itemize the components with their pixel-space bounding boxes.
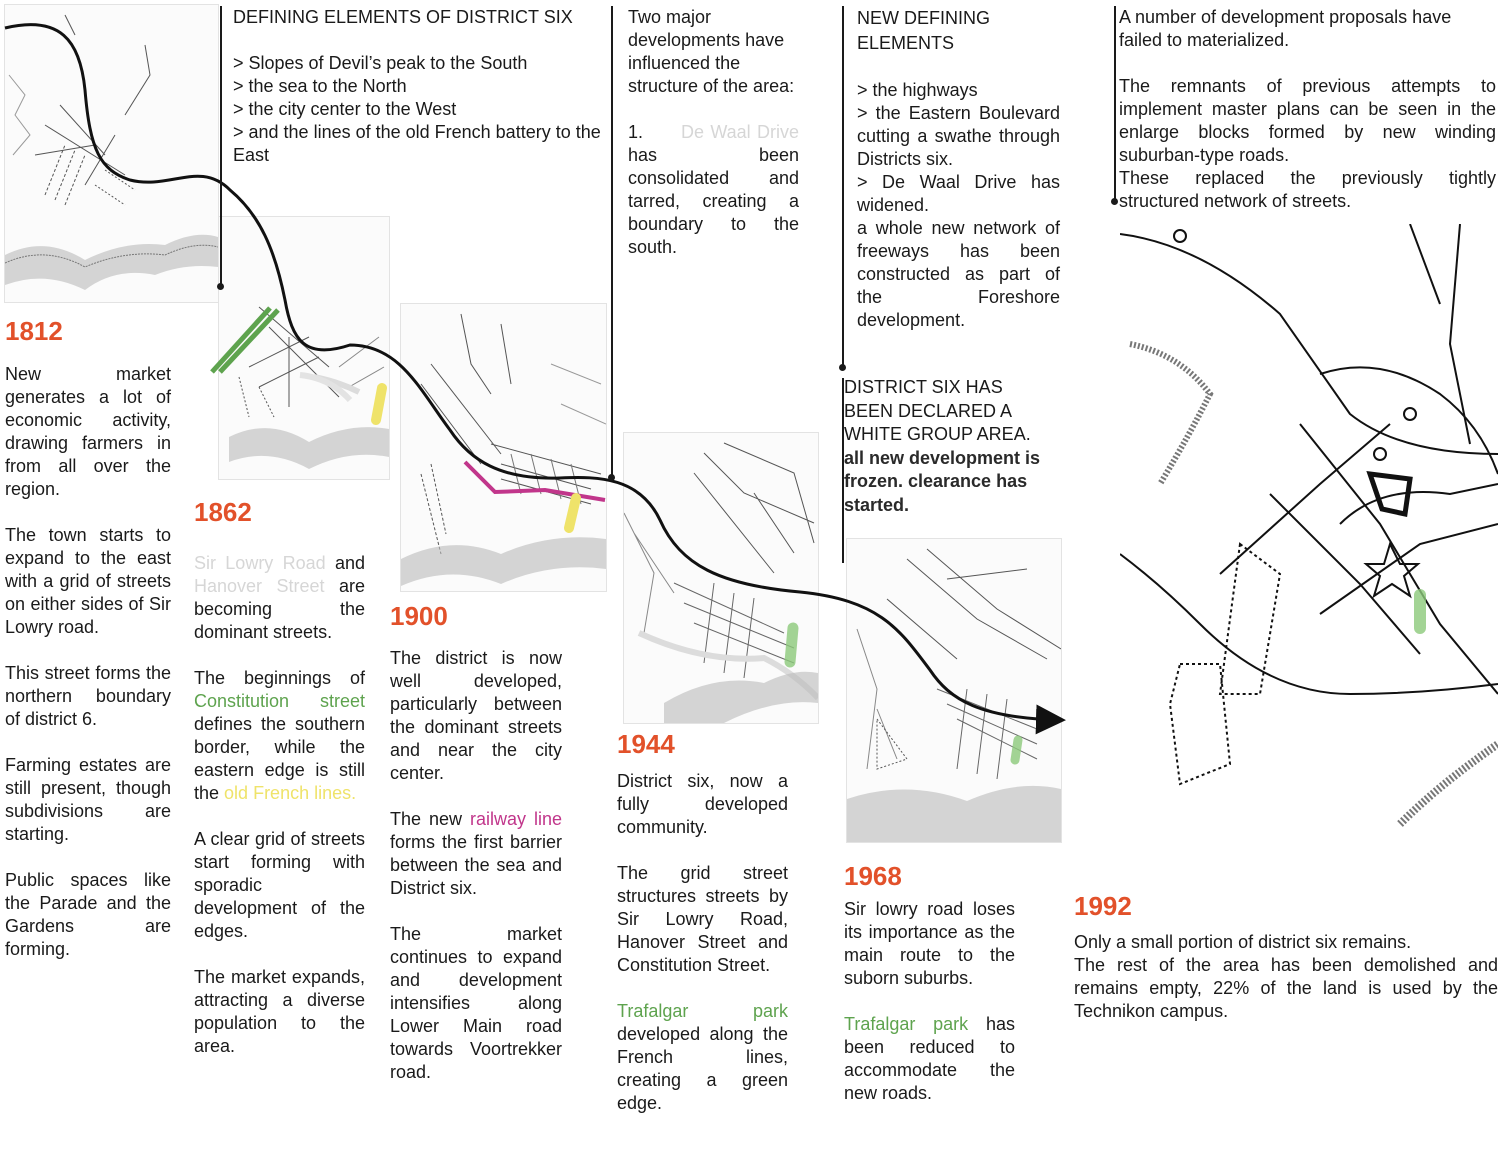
declared-caps: DISTRICT SIX HAS BEEN DECLARED A WHITE GROUP AREA. — [844, 377, 1031, 444]
text-1944 — [617, 770, 788, 1138]
defining-item: > the sea to the North — [233, 76, 407, 96]
text-1862-p2-pre: The beginnings of — [194, 668, 365, 688]
constitution-street-label: Constitution street — [194, 691, 365, 711]
text-1812-p4: Farming estates are still present, though subdivisions are starting. — [5, 755, 171, 844]
old-french-lines-label: old French lines. — [224, 783, 357, 803]
text-1944-p3 — [617, 1000, 788, 1115]
year-1992: 1992 — [1074, 891, 1132, 921]
connector-defining — [220, 6, 222, 286]
major-developments-item — [628, 121, 799, 259]
text-1900 — [390, 647, 562, 1107]
text-1862-p1 — [194, 552, 365, 644]
connector-proposals — [1114, 6, 1116, 202]
map-1900-drawing — [401, 304, 606, 591]
text-1992-p2: The rest of the area has been demolished and remains empty, 22% of the land is used by the Technikon campus. — [1074, 955, 1498, 1021]
text-1900-p2-pre: The new — [390, 809, 463, 829]
declared-rest: all new development is frozen. clearance has started. — [844, 447, 1041, 515]
proposals-p1: A number of development proposals have failed to materialized. — [1119, 7, 1452, 50]
connector-defining-dot — [217, 283, 224, 290]
connector-new — [842, 6, 844, 366]
map-1968 — [846, 538, 1062, 843]
text-1968-p2-rest: has been reduced to accommodate the new roads. — [844, 1014, 1015, 1103]
sir-lowry-road-label: Sir Lowry Road — [194, 553, 326, 573]
text-1862-p1-rest: are becoming the dominant streets. — [194, 576, 365, 642]
text-1862-p2-mid: defines the southern border, while the eastern edge is still the — [194, 714, 365, 803]
roundabout-3 — [1374, 448, 1386, 460]
major-developments-intro: Two major developments have influenced the structure of the area: — [628, 7, 795, 96]
map-1944 — [623, 432, 819, 724]
text-1862-and: and — [334, 553, 365, 573]
railway-line-label: railway line — [469, 809, 562, 829]
text-1968-p2 — [844, 1013, 1015, 1105]
text-1968 — [844, 898, 1015, 1128]
map-1812 — [4, 4, 219, 303]
roundabout-2 — [1404, 408, 1416, 420]
new-defining-item: > the highways — [857, 80, 978, 100]
defining-item: > Slopes of Devil’s peak to the South — [233, 53, 528, 73]
proposals-p3: These replaced the previously tightly structured network of streets. — [1119, 168, 1496, 211]
map-1862-drawing — [219, 217, 389, 479]
major-item-rest: has been consolidated and tarred, creating a boundary to the south. — [628, 145, 799, 257]
year-1900: 1900 — [390, 601, 448, 631]
text-1900-p1: The district is now well developed, particularly between the dominant streets and near the city center. — [390, 648, 562, 783]
text-1862-p2 — [194, 667, 365, 805]
text-1944-p1: District six, now a fully developed community. — [617, 771, 788, 837]
text-1900-p2 — [390, 808, 562, 900]
map-1944-drawing — [624, 433, 818, 723]
map-1900 — [400, 303, 607, 592]
proposals-block — [1119, 6, 1496, 213]
text-1862 — [194, 552, 365, 1081]
text-1812 — [5, 363, 171, 984]
trafalgar-park-remnant — [1414, 589, 1426, 634]
de-waal-drive-label: De Waal Drive — [680, 122, 799, 142]
new-defining-block — [857, 6, 1060, 332]
text-1992 — [1074, 931, 1498, 1023]
text-1812-p3: This street forms the northern boundary of district 6. — [5, 663, 171, 729]
new-defining-item: > the Eastern Boulevard cutting a swathe through Districts six. — [857, 103, 1060, 169]
connector-proposals-dot — [1111, 198, 1118, 205]
defining-elements-block — [233, 6, 608, 167]
major-developments-block — [628, 6, 799, 282]
defining-item: > the city center to the West — [233, 99, 457, 119]
defining-item: > and the lines of the old French battery to the East — [233, 122, 601, 165]
hanover-street-label: Hanover Street — [194, 576, 325, 596]
year-1968: 1968 — [844, 861, 902, 891]
connector-major-dot — [608, 474, 615, 481]
proposals-p2: The remnants of previous attempts to implement master plans can be seen in the enlarge blocks formed by new winding suburban-type roads. — [1119, 76, 1496, 165]
text-1812-p1: New market generates a lot of economic activity, drawing farmers in from all over the region. — [5, 364, 171, 499]
text-1900-p3: The market continues to expand and development intensifies along Lower Main road towards Voortrekker road. — [390, 924, 562, 1082]
year-1862: 1862 — [194, 497, 252, 527]
major-item-number: 1. — [628, 122, 644, 142]
new-defining-title: NEW DEFINING ELEMENTS — [857, 8, 990, 53]
text-1944-p2: The grid street structures streets by Sir Lowry Road, Hanover Street and Constitution Street. — [617, 863, 788, 975]
text-1944-p3-rest: developed along the French lines, creating a green edge. — [617, 1024, 788, 1113]
text-1812-p2: The town starts to expand to the east with a grid of streets on either sides of Sir Lowry road. — [5, 525, 171, 637]
map-1992-drawing — [1120, 224, 1498, 848]
new-defining-item: a whole new network of freeways has been constructed as part of the Foreshore development. — [857, 218, 1060, 330]
roundabout-1 — [1174, 230, 1186, 242]
text-1968-p1: Sir lowry road loses its importance as the main route to the suborn suburbs. — [844, 899, 1015, 988]
text-1992-p1: Only a small portion of district six remains. — [1074, 932, 1412, 952]
map-1992 — [1120, 224, 1498, 848]
map-1812-drawing — [5, 5, 218, 302]
trafalgar-park-label-1944: Trafalgar park — [617, 1001, 788, 1021]
map-1862 — [218, 216, 390, 480]
connector-major — [611, 6, 613, 478]
connector-new-dot — [839, 364, 846, 371]
map-1968-drawing — [847, 539, 1061, 842]
text-1900-p2-rest: forms the first barrier between the sea and District six. — [390, 832, 562, 898]
new-defining-item: > De Waal Drive has widened. — [857, 172, 1060, 215]
text-1812-p5: Public spaces like the Parade and the Gardens are forming. — [5, 870, 171, 959]
trafalgar-park-label-1968: Trafalgar park — [844, 1014, 969, 1034]
year-1812: 1812 — [5, 316, 63, 346]
text-1862-p3: A clear grid of streets start forming with sporadic development of the edges. — [194, 829, 365, 941]
year-1944: 1944 — [617, 729, 675, 759]
defining-elements-title: DEFINING ELEMENTS OF DISTRICT SIX — [233, 7, 573, 27]
text-1862-p4: The market expands, attracting a diverse population to the area. — [194, 967, 365, 1056]
declared-white-area-block — [844, 376, 1056, 517]
